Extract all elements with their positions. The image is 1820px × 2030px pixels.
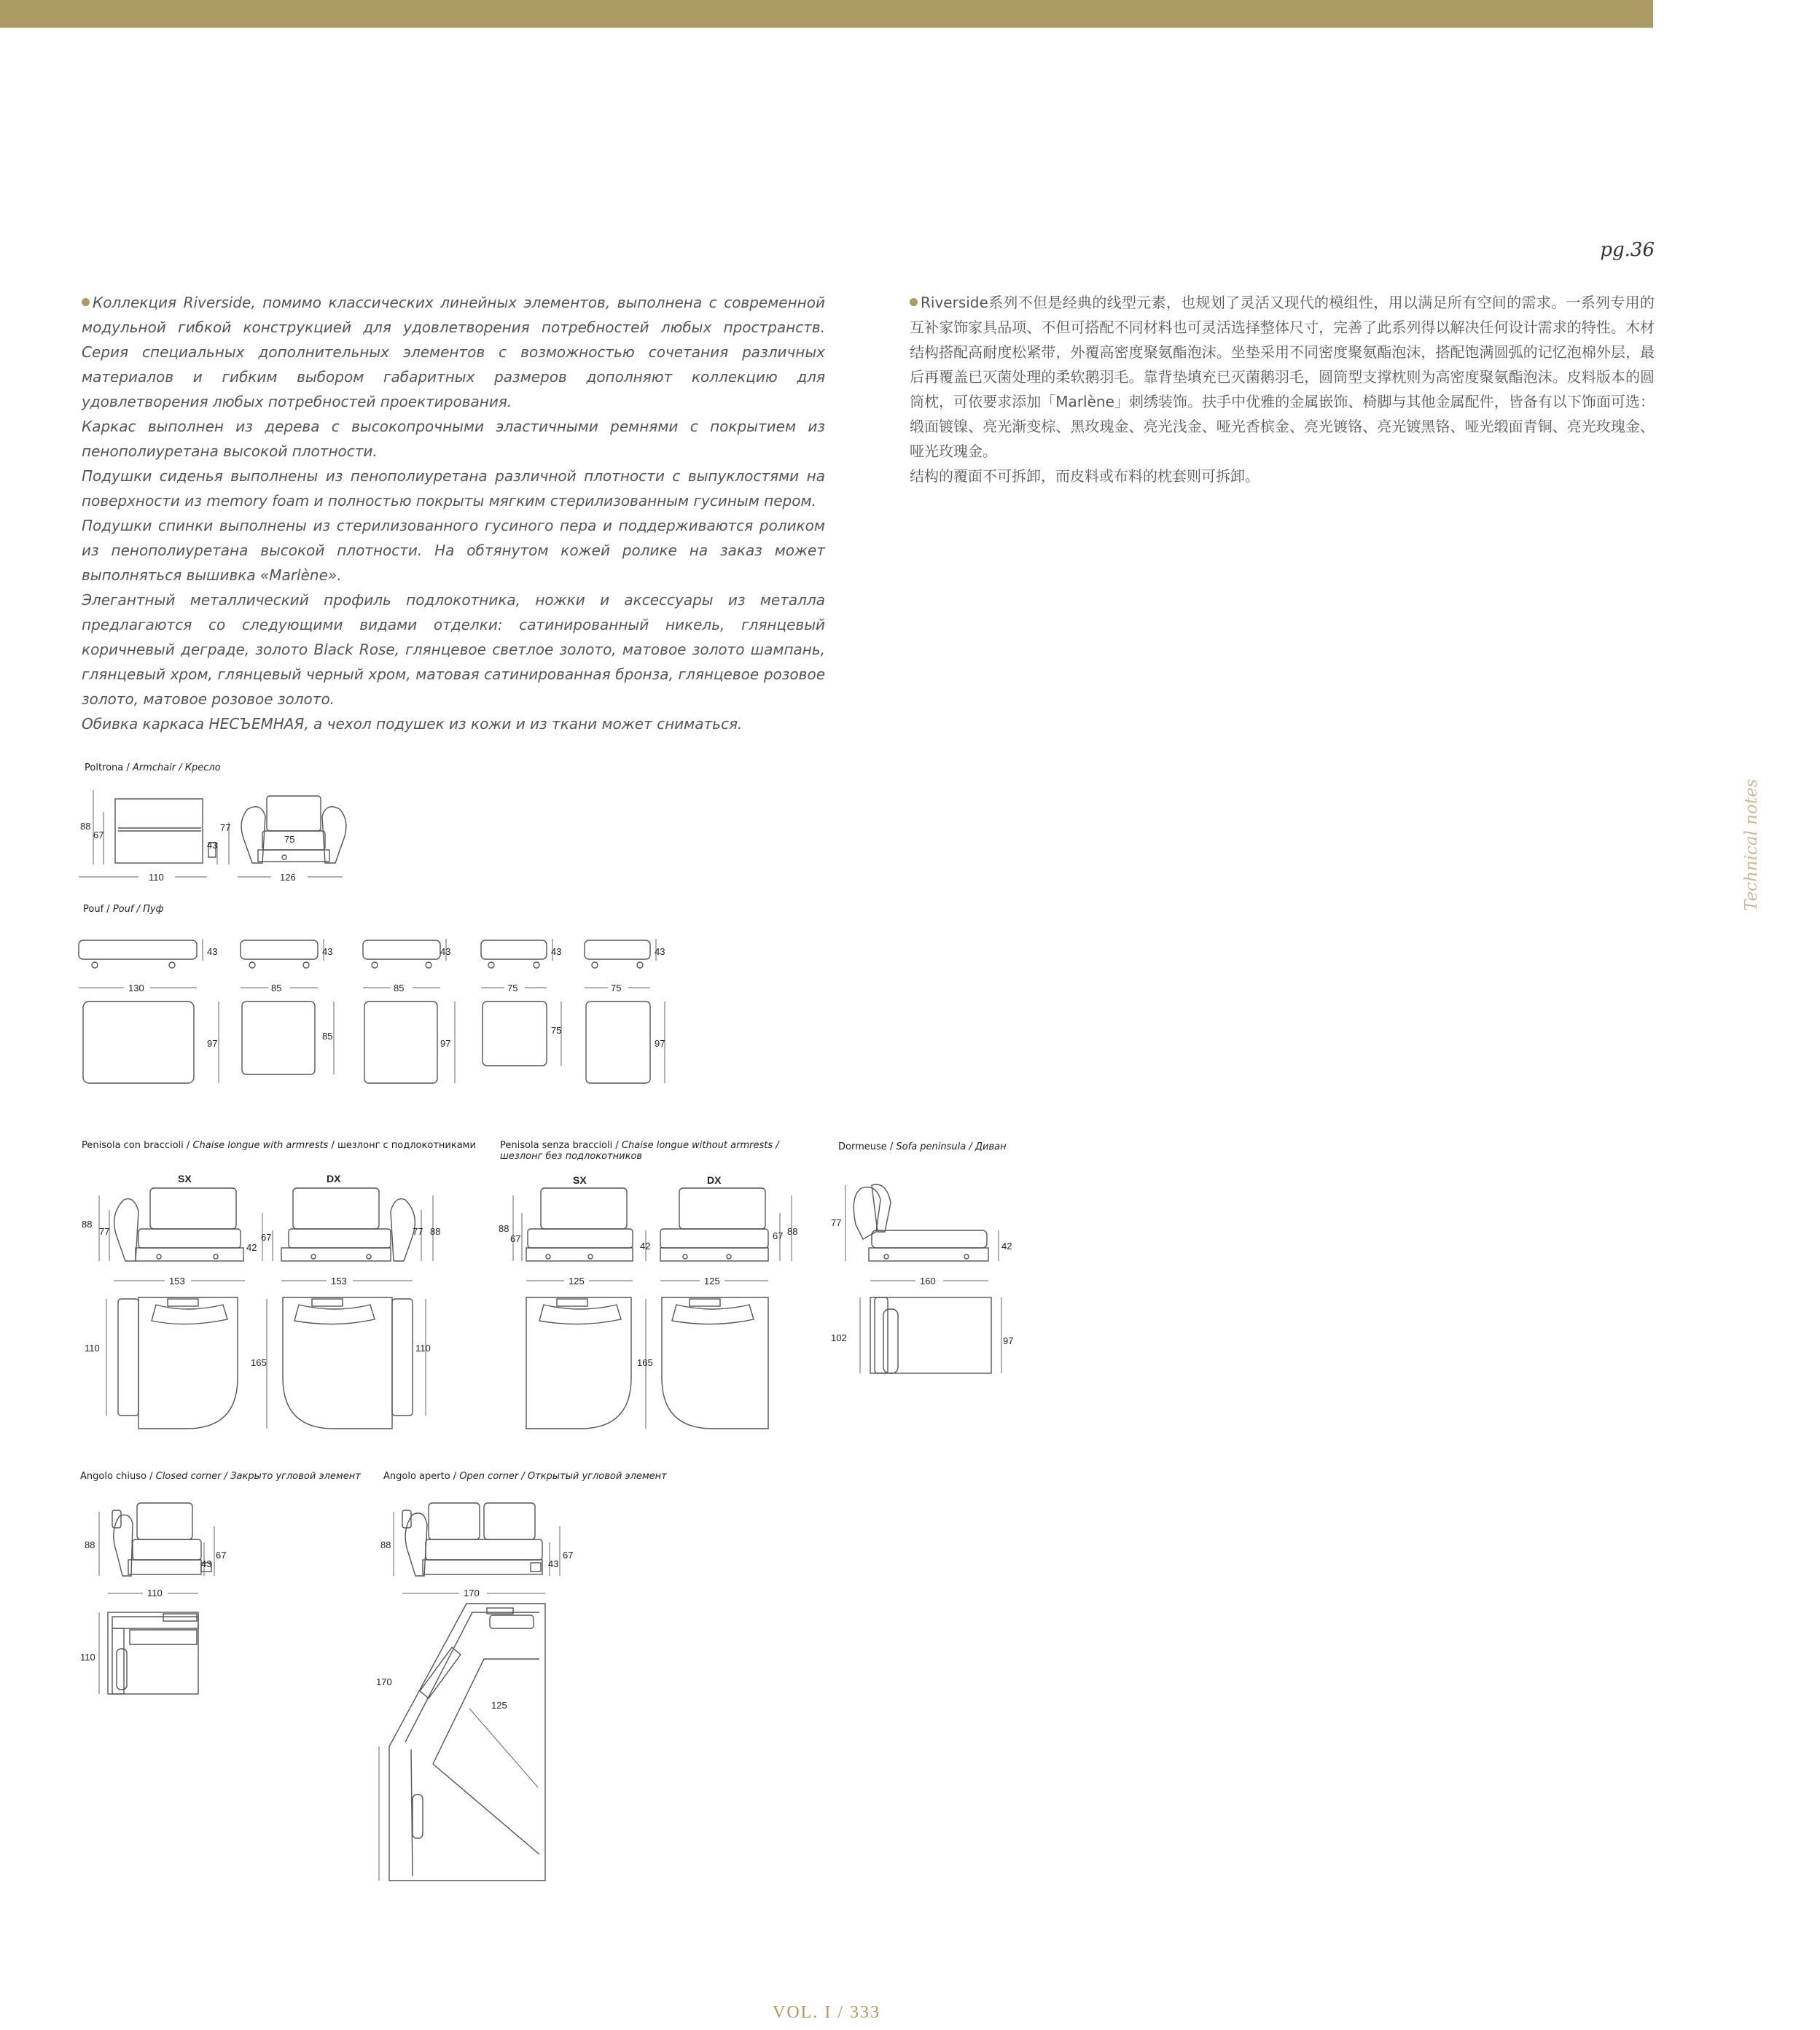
dormeuse-side-view	[854, 1184, 988, 1261]
chaise-arm-depth-165: 165	[251, 1357, 267, 1368]
dormeuse-height-42: 42	[1001, 1241, 1012, 1252]
ru-paragraph: Элегантный металлический профиль подлокотника, ножки и аксессуары из металла предлагаются со следующими видами отделки: сатинированный никель, глянцевый коричневый деграде, золото Black Rose, глянцевое светлое золото, матовое золото шампань, глянцевый хром, глянцевый черный хром, матовая сатинированная бронза, глянцевое розовое золото, матовое розовое золото.	[82, 591, 825, 708]
closed-corner-width-110: 110	[147, 1588, 163, 1598]
pouf-height: 43	[655, 946, 665, 957]
chaise-arm-depth-110-dx: 110	[415, 1343, 431, 1354]
pouf-height: 43	[207, 946, 218, 957]
closed-corner-depth-110: 110	[80, 1652, 95, 1663]
chaise-armrests-dimensions	[82, 1195, 440, 1429]
chaise-arm-width-153: 153	[169, 1276, 185, 1287]
section-title-closed-corner: Angolo chiuso / Closed corner / Закрыто угловой элемент	[80, 1471, 361, 1482]
armchair-inner-75: 75	[284, 834, 295, 845]
armchair-front-view	[241, 796, 346, 863]
armchair-dimensions	[79, 790, 343, 883]
chaise-noarm-sx-label: SX	[573, 1174, 587, 1186]
chaise-arm-height-77-dx: 77	[413, 1226, 423, 1237]
dormeuse-dimensions	[831, 1185, 1013, 1373]
dormeuse-width-160: 160	[920, 1276, 936, 1287]
pouf-height: 43	[322, 946, 333, 957]
chaise-noarm-width-125: 125	[569, 1276, 585, 1287]
ru-paragraph: Подушки спинки выполнены из стерилизованного гусиного пера и поддерживаются роликом из пенополиуретана высокой плотности. На обтянутом кожей ролике на заказ может выполняться вышивка «Marlène».	[82, 517, 825, 584]
armchair-width-126: 126	[280, 872, 296, 883]
chaise-arm-sx-label: SX	[178, 1173, 192, 1184]
open-corner-diagonal-125: 125	[491, 1700, 507, 1711]
chaise-arm-dx-label: DX	[327, 1173, 341, 1184]
closed-corner-top-view	[108, 1612, 198, 1694]
section-title-pouf: Pouf / Pouf / Пуф	[83, 904, 164, 915]
open-corner-height-88: 88	[380, 1539, 391, 1550]
chaise-arm-height-77: 77	[99, 1226, 110, 1237]
chaise-noarm-depth-165: 165	[637, 1357, 653, 1368]
pouf-width: 75	[611, 983, 622, 993]
section-title-open-corner: Angolo aperto / Open corner / Открытый угловой элемент	[383, 1471, 667, 1482]
closed-corner-height-88: 88	[85, 1539, 95, 1550]
armchair-side-view	[115, 799, 216, 863]
chaise-no-armrests-dimensions	[499, 1195, 797, 1429]
chaise-armrests-front-views	[114, 1173, 415, 1261]
dormeuse-depth-97: 97	[1003, 1335, 1014, 1346]
chaise-arm-height-88-dx: 88	[430, 1226, 441, 1237]
pouf-height: 43	[440, 946, 451, 957]
armchair-height-67: 67	[93, 829, 104, 840]
ru-paragraph: Коллекция Riverside, помимо классических линейных элементов, выполнена с современной модульной гибкой конструкцией для удовлетворения потребностей любых пространств. Серия специальных дополнительных элементов с возможностью сочетания различных материалов и гибким выбором габаритных размеров дополняют коллекцию для удовлетворения любых потребностей проектирования.	[82, 294, 825, 410]
section-title-dormeuse: Dormeuse / Sofa peninsula / Диван	[838, 1141, 1007, 1152]
pouf-depth: 97	[655, 1038, 665, 1049]
armchair-height-43: 43	[207, 840, 218, 851]
closed-corner-height-43: 43	[201, 1558, 212, 1569]
pouf-depth: 75	[551, 1025, 562, 1036]
pouf-width: 85	[394, 983, 405, 993]
page-footer: VOL. I / 333	[773, 2003, 880, 2022]
dormeuse-height-77: 77	[831, 1217, 842, 1228]
pouf-width: 130	[128, 983, 144, 993]
page-reference: pg.36	[1600, 239, 1655, 261]
open-corner-top-view	[389, 1604, 545, 1881]
chaise-noarm-dx-label: DX	[707, 1174, 722, 1186]
armchair-height-77: 77	[220, 822, 231, 833]
chaise-arm-depth-110: 110	[85, 1343, 100, 1354]
section-title-chaise-armrests: Penisola con braccioli / Chaise longue with armrests / шезлонг с подлокотниками	[82, 1140, 476, 1151]
closed-corner-front-view	[112, 1503, 211, 1576]
section-title-armchair: Poltrona / Armchair / Кресло	[85, 762, 221, 773]
chaise-noarm-height-42: 42	[640, 1241, 651, 1252]
pouf-dimensions	[79, 939, 665, 1083]
chaise-arm-height-42: 42	[246, 1242, 257, 1253]
zh-paragraph: Riverside系列不但是经典的线型元素，也规划了灵活又现代的模组性，用以满足所有空间的需求。一系列专用的互补家饰家具品项、不但可搭配不同材料也可灵活选择整体尺寸，完善了此系列得以解决任何设计需求的特性。木材结构搭配高耐度松紧带，外覆高密度聚氨酯泡沫。坐垫采用不同密度聚氨酯泡沫，搭配饱满圆弧的记忆泡棉外层，最后再覆盖已灭菌处理的柔软鹅羽毛。靠背垫填充已灭菌鹅羽毛，圆筒型支撑枕则为高密度聚氨酯泡沫。皮料版本的圆筒枕，可依要求添加「Marlène」刺绣装饰。扶手中优雅的金属嵌饰、椅脚与其他金属配件，皆备有以下饰面可选：缎面镀镍、亮光渐变棕、黑玫瑰金、亮光浅金、哑光香槟金、亮光镀铬、亮光镀黑铬、哑光缎面青铜、亮光玫瑰金、哑光玫瑰金。	[910, 294, 1655, 460]
pouf-height: 43	[551, 946, 562, 957]
chaise-arm-height-88: 88	[82, 1219, 93, 1230]
ru-paragraph: Каркас выполнен из дерева с высокопрочными эластичными ремнями с покрытием из пенополиуретана высокой плотности.	[82, 418, 825, 460]
open-corner-height-67: 67	[563, 1550, 574, 1561]
closed-corner-height-67: 67	[216, 1550, 227, 1561]
ru-paragraph: Подушки сиденья выполнены из пенополиуретана различной плотности с выпуклостями на поверхности из memory foam и полностью покрыты мягким стерилизованным гусиным пером.	[82, 467, 825, 510]
chaise-noarm-width-125-dx: 125	[704, 1276, 720, 1287]
pouf-top-views	[83, 1002, 650, 1083]
dormeuse-depth-102: 102	[831, 1332, 847, 1343]
technical-notes-label: Technical notes	[1742, 778, 1761, 911]
section-title-chaise-no-armrests: Penisola senza braccioli / Chaise longue without armrests / шезлонг без подлокотников	[500, 1140, 779, 1162]
chaise-noarm-height-88: 88	[499, 1223, 509, 1234]
armchair-height-88: 88	[80, 821, 91, 832]
chaise-arm-height-67: 67	[261, 1232, 272, 1243]
pouf-width: 85	[271, 983, 282, 993]
zh-paragraph: 结构的覆面不可拆卸，而皮料或布料的枕套则可拆卸。	[910, 467, 1259, 485]
ru-paragraph: Обивка каркаса НЕСЪЕМНАЯ, а чехол подушек из кожи и из ткани может сниматься.	[82, 715, 743, 733]
chaise-noarm-height-67-dx: 67	[773, 1230, 784, 1241]
pouf-depth: 97	[207, 1038, 218, 1049]
pouf-side-views	[79, 940, 650, 968]
pouf-depth: 97	[440, 1038, 451, 1049]
open-corner-height-43: 43	[548, 1558, 559, 1569]
chaise-noarm-height-67: 67	[510, 1233, 521, 1244]
open-corner-depth-170: 170	[376, 1676, 392, 1687]
open-corner-dimensions	[376, 1512, 573, 1881]
open-corner-width-170: 170	[464, 1588, 480, 1598]
chaise-noarm-height-88-dx: 88	[787, 1226, 798, 1237]
pouf-depth: 85	[322, 1031, 333, 1042]
armchair-width-110: 110	[149, 872, 164, 883]
open-corner-front-view	[402, 1503, 542, 1576]
pouf-width: 75	[507, 983, 518, 993]
chaise-arm-width-153-dx: 153	[331, 1276, 347, 1287]
dormeuse-top-view	[870, 1297, 991, 1373]
